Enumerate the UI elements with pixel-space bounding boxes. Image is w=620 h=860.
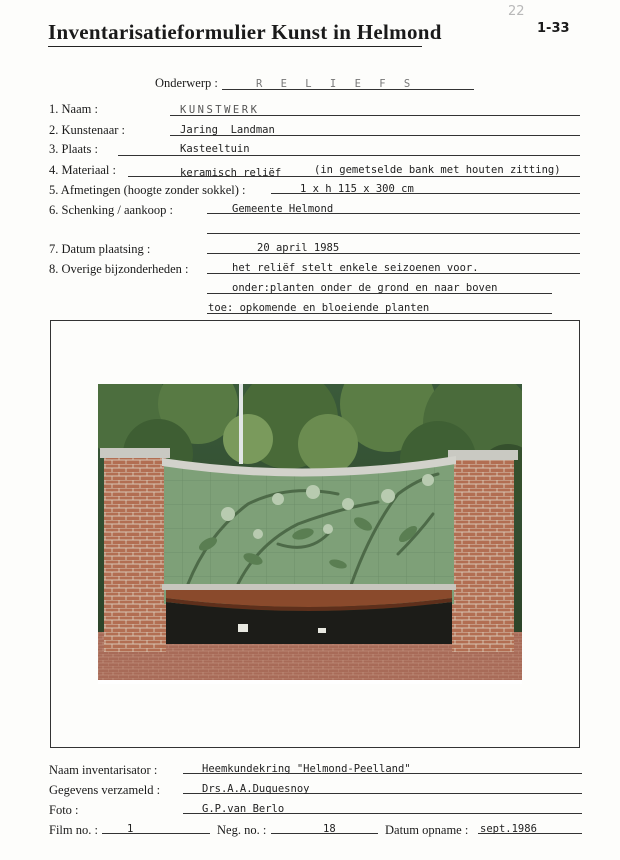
field-value-plaats: Kasteeltuin: [180, 143, 250, 155]
film-value: 1: [127, 823, 134, 835]
field-value-schenking: Gemeente Helmond: [232, 203, 334, 215]
neg-value: 18: [323, 823, 336, 835]
film-line: [102, 833, 210, 834]
field-label-overige: 8. Overige bijzonderheden :: [49, 262, 189, 276]
field-value-overige-3: toe: opkomende en bloeiende planten: [208, 302, 430, 314]
neg-label: Neg. no. :: [217, 823, 267, 837]
form-title: Inventarisatieformulier Kunst in Helmond: [48, 20, 442, 44]
field-label-kunstenaar: 2. Kunstenaar :: [49, 123, 126, 137]
field-line-plaats: [118, 155, 580, 156]
title-underline: [48, 46, 422, 47]
sheet-code: 1-33: [537, 21, 570, 36]
field-value-overige-1: het reliëf stelt enkele seizoenen voor.: [232, 262, 479, 274]
field-label-plaats: 3. Plaats :: [49, 142, 98, 156]
field-extra-materiaal: (in gemetselde bank met houten zitting): [314, 164, 561, 176]
field-label-datum-plaatsing: 7. Datum plaatsing :: [49, 242, 151, 256]
field-label-schenking: 6. Schenking / aankoop :: [49, 203, 173, 217]
field-value-kunstenaar: Jaring Landman: [180, 124, 275, 136]
field-value-overige-2: onder:planten onder de grond en naar boven: [232, 282, 498, 294]
datum-opname-label: Datum opname :: [385, 823, 469, 837]
film-label: Film no. :: [49, 823, 98, 837]
relief-bench-photo: [98, 384, 522, 684]
pencil-number: 22: [508, 4, 525, 19]
field-value-naam: KUNSTWERK: [180, 104, 260, 116]
verzameld-label: Gegevens verzameld :: [49, 783, 161, 797]
foto-label: Foto :: [49, 803, 79, 817]
subject-label: Onderwerp :: [155, 76, 218, 90]
field-label-materiaal: 4. Materiaal :: [49, 163, 116, 177]
inventarisator-value: Heemkundekring "Helmond-Peelland": [202, 763, 411, 775]
foto-value: G.P.van Berlo: [202, 803, 285, 815]
field-value-datum-plaatsing: 20 april 1985: [257, 242, 340, 254]
field-label-naam: 1. Naam :: [49, 102, 98, 116]
verzameld-value: Drs.A.A.Duquesnoy: [202, 783, 310, 795]
field-value-afmetingen: 1 x h 115 x 300 cm: [300, 183, 414, 195]
field-value-materiaal: keramisch reliëf: [180, 167, 282, 179]
inventarisator-label: Naam inventarisator :: [49, 763, 158, 777]
field-label-afmetingen: 5. Afmetingen (hoogte zonder sokkel) :: [49, 183, 246, 197]
subject-value: R E L I E F S: [256, 78, 417, 90]
field-line-schenking-2: [207, 233, 580, 234]
datum-opname-value: sept.1986: [480, 823, 537, 835]
